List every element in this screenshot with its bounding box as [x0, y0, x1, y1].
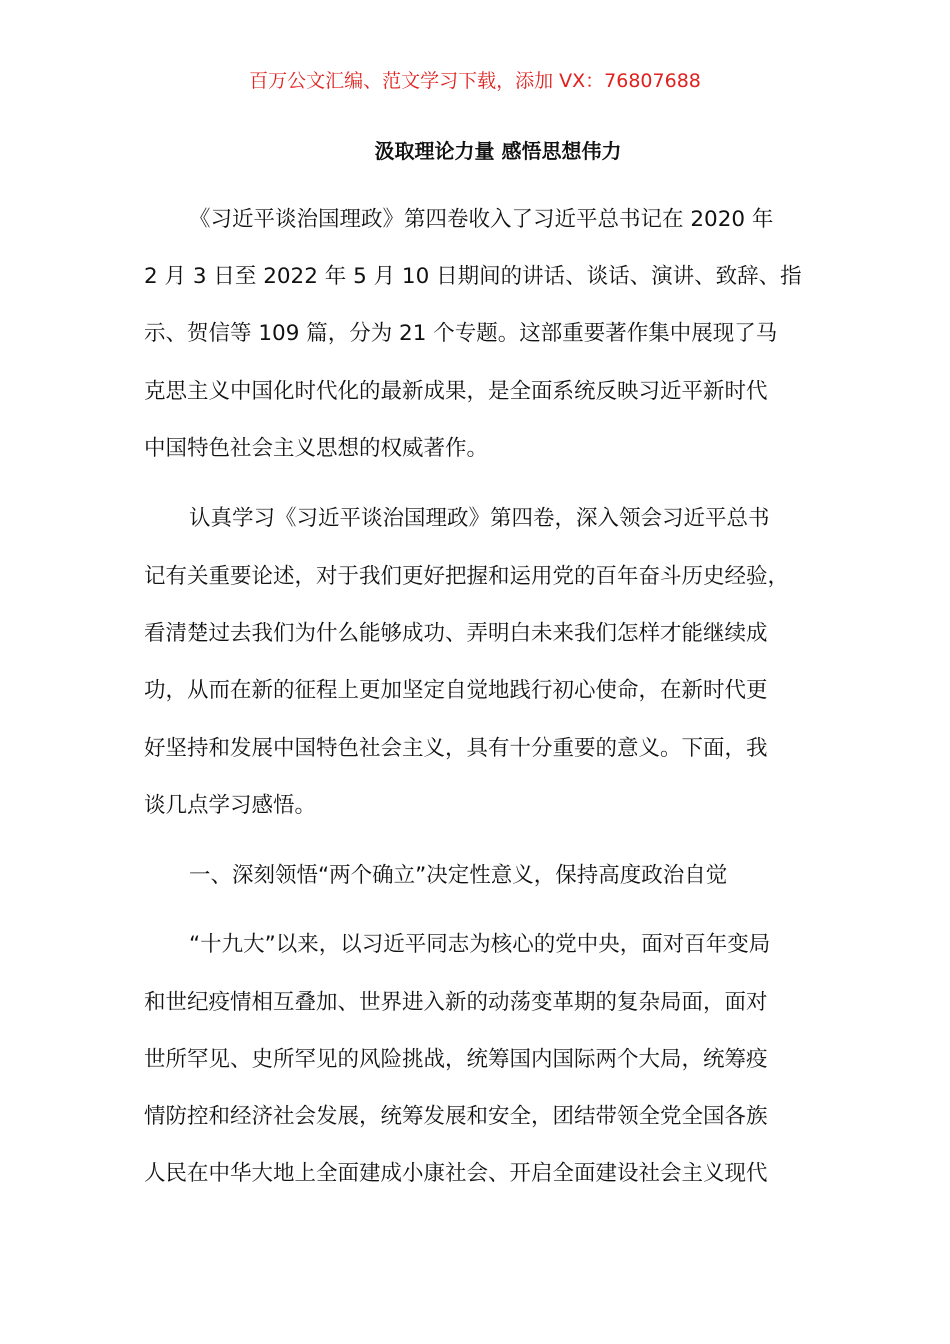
- text-line: 记有关重要论述，对于我们更好把握和运用党的百年奋斗历史经验，: [144, 564, 790, 589]
- text-line: 看清楚过去我们为什么能够成功、弄明白未来我们怎样才能继续成: [144, 621, 768, 646]
- text-line: 好坚持和发展中国特色社会主义，具有十分重要的意义。下面，我: [144, 736, 768, 761]
- document-title: 汲取理论力量 感悟思想伟力: [374, 139, 622, 163]
- text-line: 克思主义中国化时代化的最新成果，是全面系统反映习近平新时代: [144, 379, 768, 404]
- text-line: 谈几点学习感悟。: [144, 793, 317, 818]
- text-line: 《习近平谈治国理政》第四卷收入了习近平总书记在 2020 年: [189, 207, 774, 232]
- text-line: 世所罕见、史所罕见的风险挑战，统筹国内国际两个大局，统筹疫: [144, 1047, 768, 1072]
- text-line: 情防控和经济社会发展，统筹发展和安全，团结带领全党全国各族: [144, 1104, 768, 1129]
- text-line: 和世纪疫情相互叠加、世界进入新的动荡变革期的复杂局面，面对: [144, 990, 768, 1015]
- text-line: 人民在中华大地上全面建成小康社会、开启全面建设社会主义现代: [144, 1161, 768, 1186]
- text-line: 中国特色社会主义思想的权威著作。: [144, 436, 489, 461]
- watermark-banner: 百万公文汇编、范文学习下载，添加 VX：76807688: [249, 70, 701, 92]
- text-line: 功，从而在新的征程上更加坚定自觉地践行初心使命，在新时代更: [144, 678, 768, 703]
- heading-line: 一、深刻领悟“两个确立”决定性意义，保持高度政治自觉: [189, 863, 728, 888]
- text-line: 认真学习《习近平谈治国理政》第四卷，深入领会习近平总书: [189, 506, 770, 531]
- text-line: “十九大”以来，以习近平同志为核心的党中央，面对百年变局: [189, 932, 771, 957]
- text-line: 2 月 3 日至 2022 年 5 月 10 日期间的讲话、谈话、演讲、致辞、指: [144, 264, 802, 289]
- text-line: 示、贺信等 109 篇，分为 21 个专题。这部重要著作集中展现了马: [144, 321, 778, 346]
